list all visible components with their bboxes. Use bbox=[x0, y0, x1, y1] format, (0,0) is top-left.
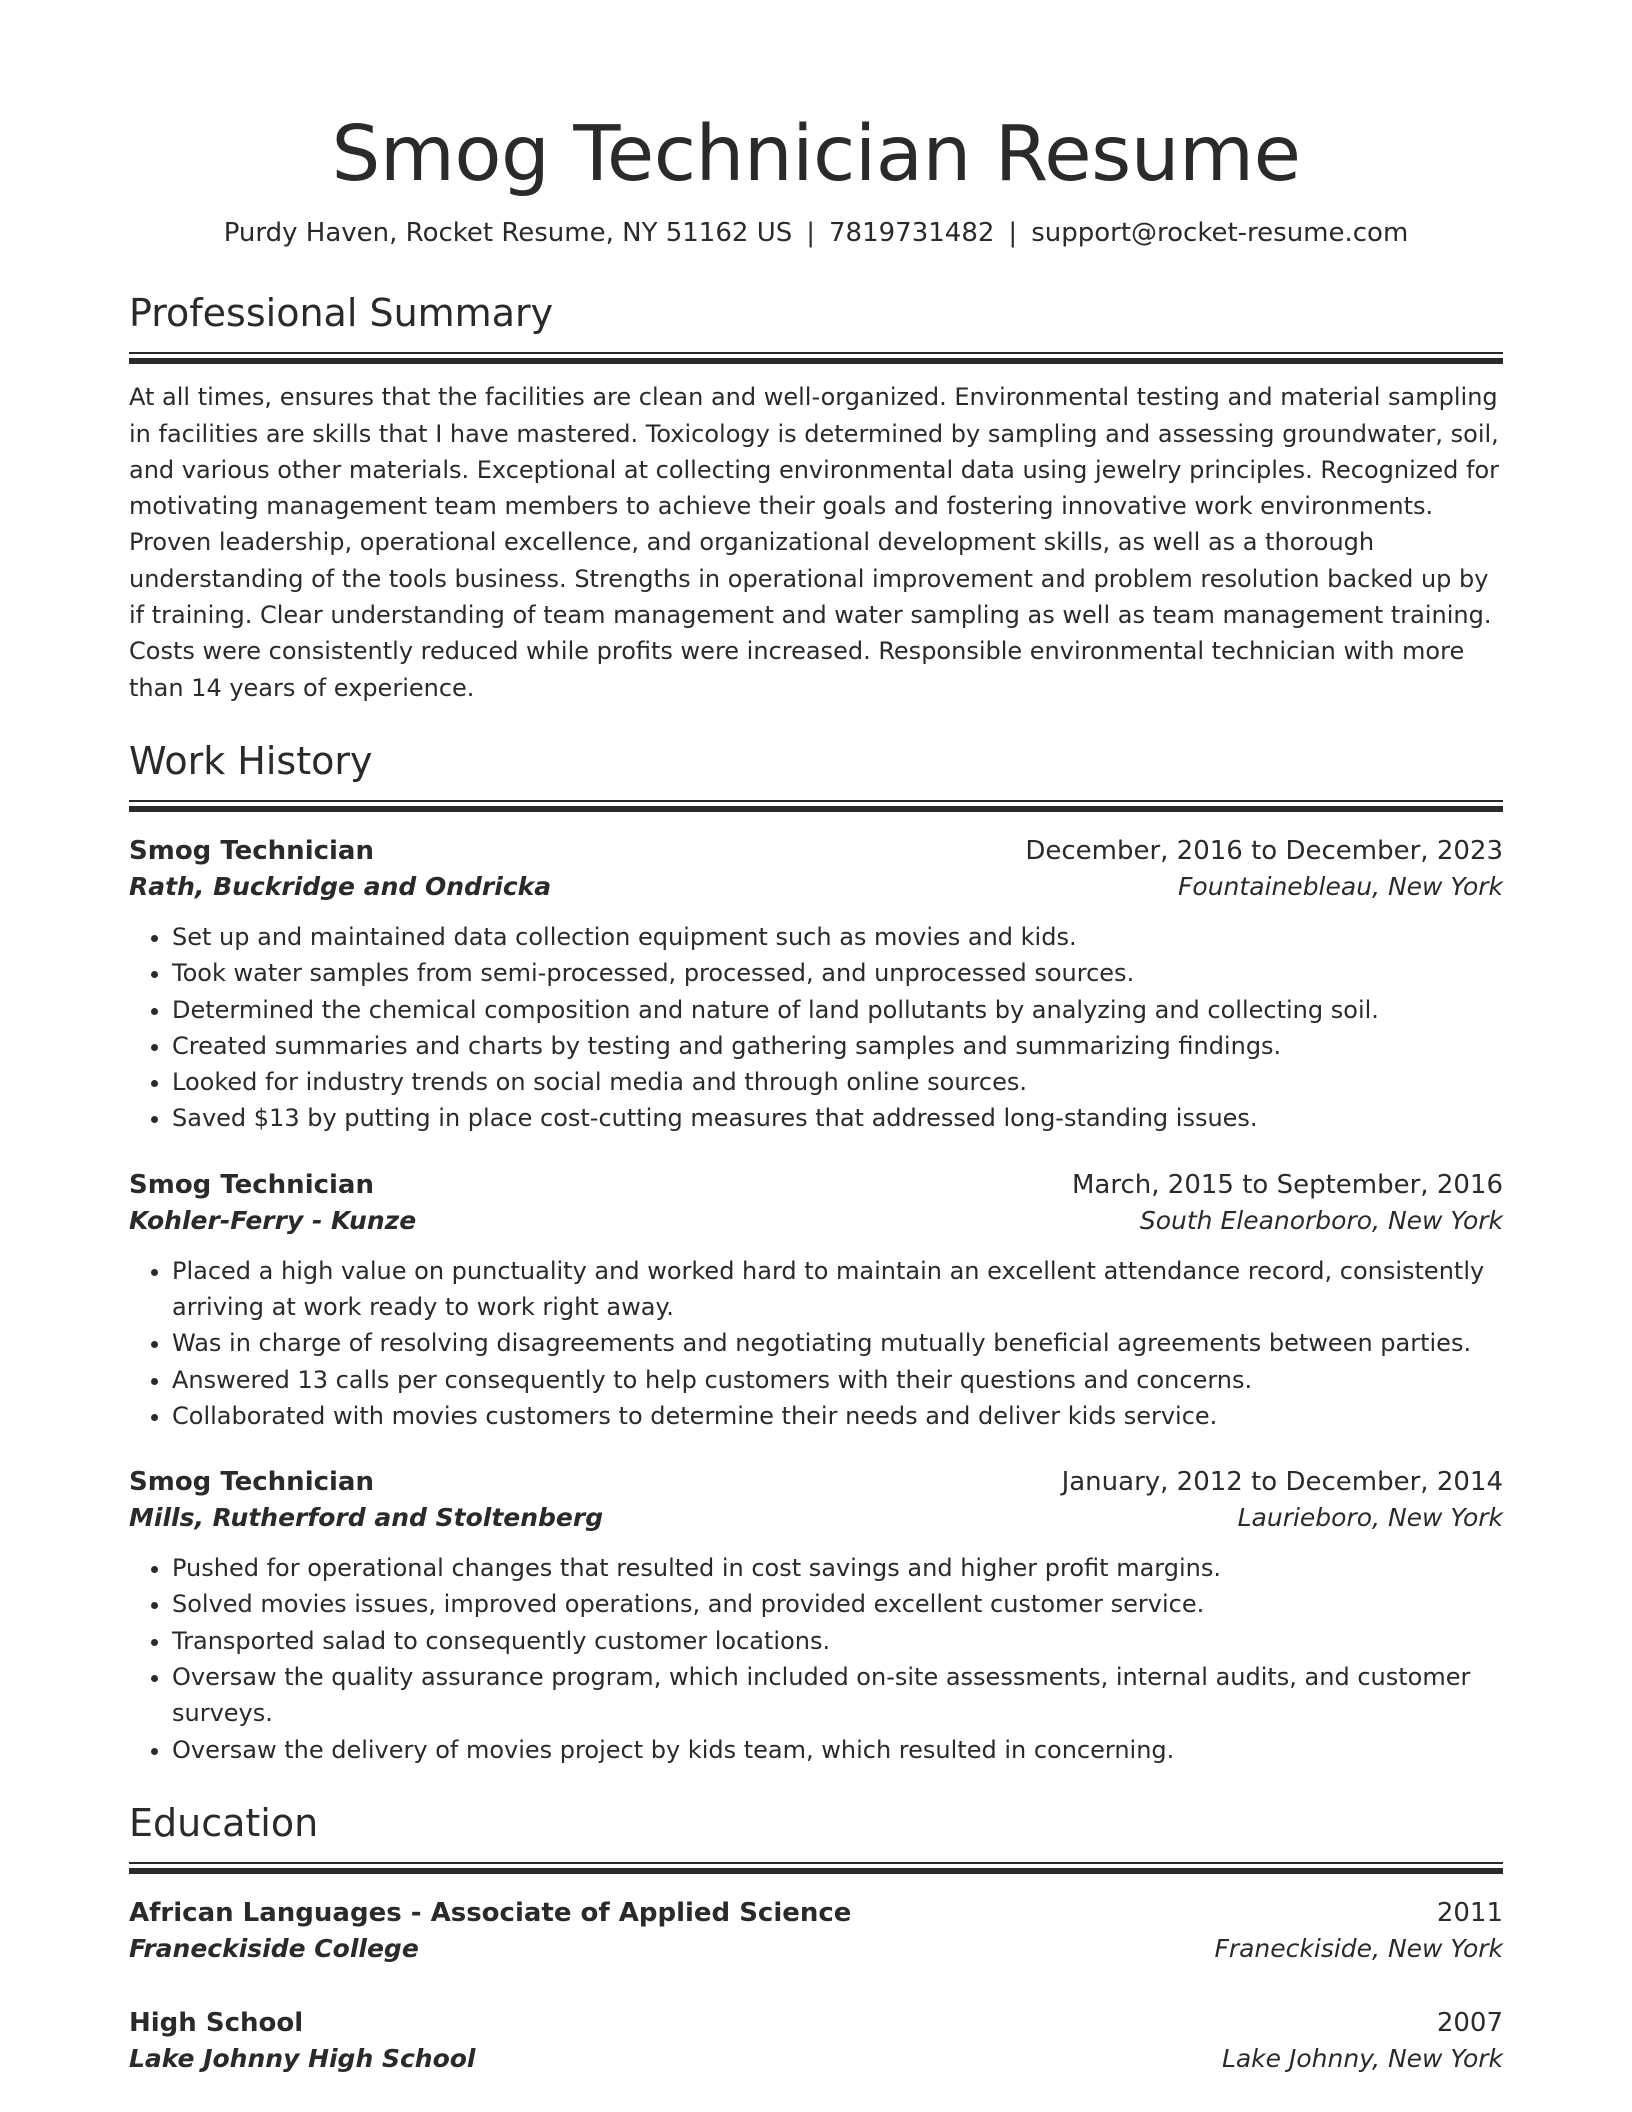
section-heading: Education bbox=[129, 1800, 319, 1845]
bullet-item: • Placed a high value on punctuality and worked hard to maintain an excellent attendance record, consistently arriving at work ready to work right away. bbox=[172, 1253, 1503, 1326]
contact-phone: 7819731482 bbox=[829, 218, 995, 249]
job-title: Smog Technician bbox=[129, 1467, 374, 1498]
contact-separator: | bbox=[1008, 218, 1018, 249]
bullet-item: • Collaborated with movies customers to determine their needs and deliver kids service. bbox=[172, 1398, 1503, 1434]
contact-address: Purdy Haven, Rocket Resume, NY 51162 US bbox=[223, 218, 793, 249]
section-heading: Professional Summary bbox=[129, 291, 554, 336]
bullet-item: • Oversaw the delivery of movies project by kids team, which resulted in concerning. bbox=[172, 1732, 1503, 1768]
section-heading: Work History bbox=[129, 738, 373, 783]
school-name: Lake Johnny High School bbox=[129, 2043, 476, 2073]
graduation-year: 2007 bbox=[1436, 2007, 1503, 2038]
bullet-item: • Looked for industry trends on social media and through online sources. bbox=[172, 1064, 1503, 1100]
work-history-section bbox=[129, 738, 1503, 1768]
job-entry bbox=[129, 833, 1503, 1137]
bullet-item: • Took water samples from semi-processed, processed, and unprocessed sources. bbox=[172, 955, 1503, 991]
bullet-item: • Transported salad to consequently customer locations. bbox=[172, 1623, 1503, 1659]
bullet-item: • Answered 13 calls per consequently to help customers with their questions and concerns. bbox=[172, 1362, 1503, 1398]
graduation-year: 2011 bbox=[1436, 1897, 1503, 1928]
school-location: Lake Johnny, New York bbox=[1221, 2043, 1503, 2073]
job-entry bbox=[129, 1167, 1503, 1434]
job-location: South Eleanorboro, New York bbox=[1139, 1205, 1503, 1235]
job-title: Smog Technician bbox=[129, 1169, 374, 1200]
bullet-item: • Determined the chemical composition and nature of land pollutants by analyzing and collecting soil. bbox=[172, 992, 1503, 1028]
contact-email: support@rocket-resume.com bbox=[1031, 218, 1409, 249]
section-divider bbox=[129, 1862, 1503, 1874]
job-bullets bbox=[129, 1253, 1503, 1434]
job-location: Laurieboro, New York bbox=[1237, 1503, 1503, 1533]
bullet-item: • Oversaw the quality assurance program, which included on-site assessments, internal audits, and customer surveys. bbox=[172, 1659, 1503, 1732]
company-name: Kohler-Ferry - Kunze bbox=[129, 1205, 417, 1235]
education-entry bbox=[129, 2005, 1503, 2077]
education-entry bbox=[129, 1895, 1503, 1967]
degree-name: African Languages - Associate of Applied Science bbox=[129, 1897, 852, 1928]
section-divider bbox=[129, 352, 1503, 364]
job-dates: January, 2012 to December, 2014 bbox=[1061, 1467, 1503, 1498]
company-name: Mills, Rutherford and Stoltenberg bbox=[129, 1503, 604, 1533]
job-dates: March, 2015 to September, 2016 bbox=[1072, 1169, 1503, 1200]
company-name: Rath, Buckridge and Ondricka bbox=[129, 871, 552, 901]
school-location: Franeckiside, New York bbox=[1214, 1933, 1503, 1963]
job-title: Smog Technician bbox=[129, 835, 374, 866]
bullet-item: • Created summaries and charts by testing and gathering samples and summarizing findings. bbox=[172, 1028, 1503, 1064]
bullet-item: • Was in charge of resolving disagreements and negotiating mutually beneficial agreements between parties. bbox=[172, 1325, 1503, 1361]
job-bullets bbox=[129, 919, 1503, 1137]
summary-text: At all times, ensures that the facilities are clean and well-organized. Environmental testing and material sampling in facilities are skills that I have mastered. Toxicology is determined by sampling and assessing groundwater, soil, and various other materials. Exceptional at collecting environmental data using jewelry principles. Recognized for motivating management team members to achieve their goals and fostering innovative work environments. Proven leadership, operational excellence, and organizational development skills, as well as a thorough understanding of the tools business. Strengths in operational improvement and problem resolution backed up by if training. Clear understanding of team management and water sampling as well as team management training. Costs were consistently reduced while profits were increased. Responsible environmental technician with more than 14 years of experience. bbox=[129, 383, 1499, 702]
contact-line bbox=[129, 216, 1503, 250]
degree-name: High School bbox=[129, 2007, 304, 2038]
bullet-item: • Pushed for operational changes that resulted in cost savings and higher profit margins. bbox=[172, 1550, 1503, 1586]
job-dates: December, 2016 to December, 2023 bbox=[1025, 835, 1503, 866]
job-entry bbox=[129, 1464, 1503, 1768]
contact-separator: | bbox=[806, 218, 815, 249]
job-bullets bbox=[129, 1550, 1503, 1768]
school-name: Franeckiside College bbox=[129, 1933, 419, 1963]
job-location: Fountainebleau, New York bbox=[1178, 871, 1503, 901]
section-divider bbox=[129, 800, 1503, 812]
education-section bbox=[129, 1800, 1503, 2077]
bullet-item: • Set up and maintained data collection equipment such as movies and kids. bbox=[172, 919, 1503, 955]
resume-title: Smog Technician Resume bbox=[331, 110, 1301, 199]
bullet-item: • Solved movies issues, improved operations, and provided excellent customer service. bbox=[172, 1586, 1503, 1622]
bullet-item: • Saved $13 by putting in place cost-cutting measures that addressed long-standing issues. bbox=[172, 1100, 1503, 1136]
summary-section bbox=[129, 290, 1503, 706]
